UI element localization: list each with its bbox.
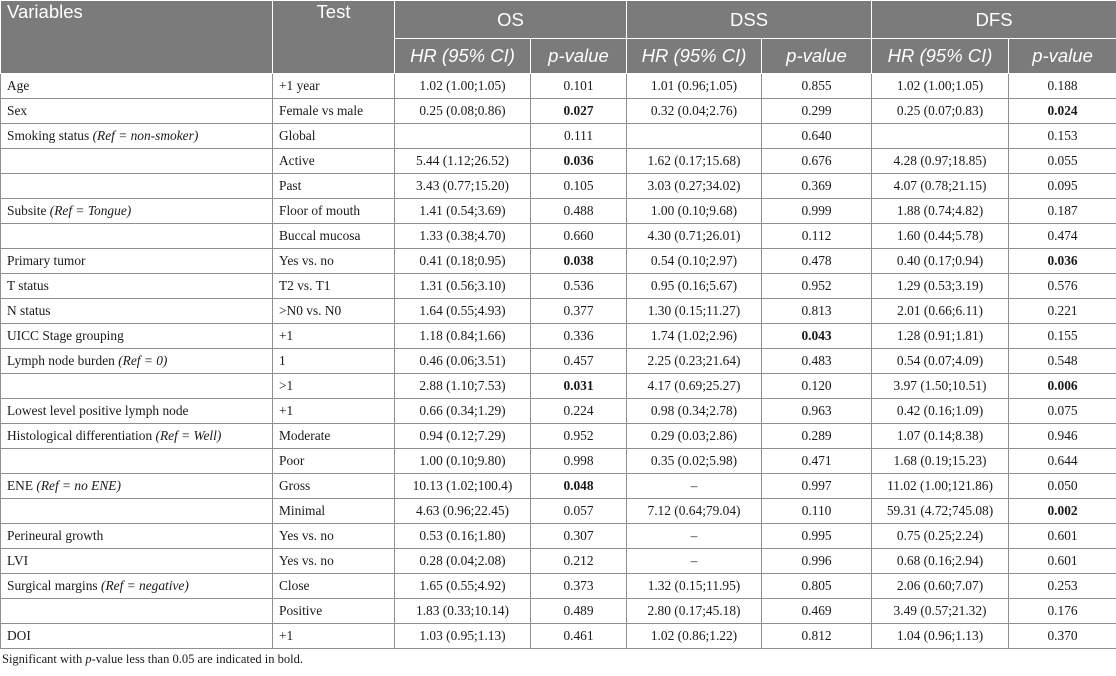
dfs-header: DFS xyxy=(872,1,1116,39)
dss-hr-cell: 0.35 (0.02;5.98) xyxy=(627,449,762,474)
dfs-hr-cell: 1.07 (0.14;8.38) xyxy=(872,424,1009,449)
table-row xyxy=(1,524,1116,549)
variable-cell xyxy=(1,324,273,349)
dss-p-cell: 0.805 xyxy=(762,574,872,599)
os-p-cell: 0.038 xyxy=(531,249,627,274)
dss-hr-cell: 7.12 (0.64;79.04) xyxy=(627,499,762,524)
os-hr-cell: 0.46 (0.06;3.51) xyxy=(395,349,531,374)
footnote-italic: p xyxy=(85,652,92,666)
dfs-hr-cell: 1.68 (0.19;15.23) xyxy=(872,449,1009,474)
dfs-p-cell: 0.946 xyxy=(1009,424,1116,449)
dss-p-cell: 0.483 xyxy=(762,349,872,374)
os-p-cell: 0.461 xyxy=(531,624,627,649)
os-p-cell: 0.377 xyxy=(531,299,627,324)
test-cell: Positive xyxy=(273,599,395,624)
test-cell: >1 xyxy=(273,374,395,399)
variable-label: UICC Stage grouping xyxy=(7,328,124,343)
os-p-cell: 0.660 xyxy=(531,224,627,249)
os-hr-cell: 0.28 (0.04;2.08) xyxy=(395,549,531,574)
dss-p-cell: 0.299 xyxy=(762,99,872,124)
variable-cell xyxy=(1,624,273,649)
table-row xyxy=(1,549,1116,574)
variable-cell xyxy=(1,449,273,474)
os-hr-cell: 10.13 (1.02;100.4) xyxy=(395,474,531,499)
os-p-cell: 0.489 xyxy=(531,599,627,624)
dss-hr-cell: 2.80 (0.17;45.18) xyxy=(627,599,762,624)
table-row xyxy=(1,274,1116,299)
dss-hr-cell: 2.25 (0.23;21.64) xyxy=(627,349,762,374)
dss-hr-cell: 1.32 (0.15;11.95) xyxy=(627,574,762,599)
table-row xyxy=(1,224,1116,249)
dfs-p-cell: 0.187 xyxy=(1009,199,1116,224)
dss-p-cell: 0.369 xyxy=(762,174,872,199)
dss-p-cell: 0.120 xyxy=(762,374,872,399)
dss-hr-cell: 1.01 (0.96;1.05) xyxy=(627,74,762,99)
reference-label: (Ref = no ENE) xyxy=(36,478,121,493)
variable-cell xyxy=(1,124,273,149)
test-cell: Global xyxy=(273,124,395,149)
table-row xyxy=(1,174,1116,199)
variable-label: Sex xyxy=(7,103,28,118)
dfs-hr-header: HR (95% CI) xyxy=(872,39,1009,74)
dss-hr-cell: – xyxy=(627,474,762,499)
dfs-hr-cell: 0.54 (0.07;4.09) xyxy=(872,349,1009,374)
dss-p-cell: 0.478 xyxy=(762,249,872,274)
test-cell: Yes vs. no xyxy=(273,524,395,549)
dss-hr-cell: 1.30 (0.15;11.27) xyxy=(627,299,762,324)
os-p-cell: 0.536 xyxy=(531,274,627,299)
table-row xyxy=(1,624,1116,649)
os-hr-cell: 0.41 (0.18;0.95) xyxy=(395,249,531,274)
dss-p-cell: 0.812 xyxy=(762,624,872,649)
dss-p-cell: 0.997 xyxy=(762,474,872,499)
os-hr-cell: 1.83 (0.33;10.14) xyxy=(395,599,531,624)
os-hr-cell: 1.64 (0.55;4.93) xyxy=(395,299,531,324)
os-hr-cell: 3.43 (0.77;15.20) xyxy=(395,174,531,199)
variable-label: Primary tumor xyxy=(7,253,86,268)
table-row xyxy=(1,474,1116,499)
os-p-cell: 0.952 xyxy=(531,424,627,449)
os-p-cell: 0.057 xyxy=(531,499,627,524)
variable-cell xyxy=(1,524,273,549)
dfs-p-cell: 0.095 xyxy=(1009,174,1116,199)
dss-p-cell: 0.963 xyxy=(762,399,872,424)
dfs-p-cell: 0.036 xyxy=(1009,249,1116,274)
dfs-hr-cell: 4.07 (0.78;21.15) xyxy=(872,174,1009,199)
reference-label: (Ref = non-smoker) xyxy=(92,128,199,143)
variable-label: Lowest level positive lymph node xyxy=(7,403,189,418)
variable-label: Perineural growth xyxy=(7,528,104,543)
test-cell: Poor xyxy=(273,449,395,474)
variable-cell xyxy=(1,599,273,624)
dss-hr-cell: – xyxy=(627,524,762,549)
table-row xyxy=(1,99,1116,124)
dfs-p-cell: 0.576 xyxy=(1009,274,1116,299)
test-cell: Moderate xyxy=(273,424,395,449)
table-row xyxy=(1,74,1116,99)
os-p-cell: 0.105 xyxy=(531,174,627,199)
os-hr-cell: 1.65 (0.55;4.92) xyxy=(395,574,531,599)
dfs-hr-cell: 1.88 (0.74;4.82) xyxy=(872,199,1009,224)
dfs-p-cell: 0.601 xyxy=(1009,524,1116,549)
test-cell: Active xyxy=(273,149,395,174)
table-row xyxy=(1,324,1116,349)
os-p-cell: 0.111 xyxy=(531,124,627,149)
variable-label: T status xyxy=(7,278,49,293)
dfs-hr-cell: 11.02 (1.00;121.86) xyxy=(872,474,1009,499)
variable-label: Histological differentiation xyxy=(7,428,156,443)
dss-p-cell: 0.471 xyxy=(762,449,872,474)
dss-hr-cell: 0.32 (0.04;2.76) xyxy=(627,99,762,124)
dss-hr-cell: 1.00 (0.10;9.68) xyxy=(627,199,762,224)
test-cell: Buccal mucosa xyxy=(273,224,395,249)
dfs-p-cell: 0.006 xyxy=(1009,374,1116,399)
os-hr-cell: 0.94 (0.12;7.29) xyxy=(395,424,531,449)
dss-p-cell: 0.469 xyxy=(762,599,872,624)
os-hr-cell: 1.41 (0.54;3.69) xyxy=(395,199,531,224)
reference-label: (Ref = 0) xyxy=(118,353,168,368)
dss-p-cell: 0.855 xyxy=(762,74,872,99)
reference-label: (Ref = Tongue) xyxy=(49,203,132,218)
table-row xyxy=(1,499,1116,524)
variable-cell xyxy=(1,249,273,274)
variable-cell xyxy=(1,149,273,174)
os-p-header: p-value xyxy=(531,39,627,74)
test-cell: T2 vs. T1 xyxy=(273,274,395,299)
variable-label: Subsite xyxy=(7,203,50,218)
os-p-cell: 0.336 xyxy=(531,324,627,349)
dfs-hr-cell: 4.28 (0.97;18.85) xyxy=(872,149,1009,174)
variable-cell xyxy=(1,574,273,599)
variable-label: N status xyxy=(7,303,51,318)
dfs-p-cell: 0.253 xyxy=(1009,574,1116,599)
variable-cell xyxy=(1,274,273,299)
variable-cell xyxy=(1,374,273,399)
os-p-cell: 0.457 xyxy=(531,349,627,374)
dss-p-cell: 0.043 xyxy=(762,324,872,349)
os-hr-cell: 1.33 (0.38;4.70) xyxy=(395,224,531,249)
os-p-cell: 0.307 xyxy=(531,524,627,549)
os-p-cell: 0.212 xyxy=(531,549,627,574)
dfs-hr-cell: 0.40 (0.17;0.94) xyxy=(872,249,1009,274)
os-hr-cell: 1.18 (0.84;1.66) xyxy=(395,324,531,349)
dfs-p-header: p-value xyxy=(1009,39,1116,74)
table-footnote xyxy=(2,652,303,667)
os-hr-cell: 0.66 (0.34;1.29) xyxy=(395,399,531,424)
variable-cell xyxy=(1,299,273,324)
dfs-hr-cell: 0.68 (0.16;2.94) xyxy=(872,549,1009,574)
dfs-hr-cell: 3.49 (0.57;21.32) xyxy=(872,599,1009,624)
test-cell: Yes vs. no xyxy=(273,549,395,574)
dss-hr-cell: 1.62 (0.17;15.68) xyxy=(627,149,762,174)
dfs-hr-cell: 59.31 (4.72;745.08) xyxy=(872,499,1009,524)
variable-label: Smoking status xyxy=(7,128,93,143)
dss-hr-cell: 0.29 (0.03;2.86) xyxy=(627,424,762,449)
dfs-p-cell: 0.221 xyxy=(1009,299,1116,324)
table-row xyxy=(1,449,1116,474)
dfs-p-cell: 0.548 xyxy=(1009,349,1116,374)
dss-hr-cell: 0.98 (0.34;2.78) xyxy=(627,399,762,424)
os-hr-cell: 5.44 (1.12;26.52) xyxy=(395,149,531,174)
dss-hr-header: HR (95% CI) xyxy=(627,39,762,74)
table-row xyxy=(1,399,1116,424)
os-header: OS xyxy=(395,1,627,39)
dss-hr-cell: 3.03 (0.27;34.02) xyxy=(627,174,762,199)
dfs-p-cell: 0.075 xyxy=(1009,399,1116,424)
dfs-p-cell: 0.155 xyxy=(1009,324,1116,349)
reference-label: (Ref = negative) xyxy=(100,578,189,593)
table-header xyxy=(1,1,1116,74)
os-hr-cell: 1.03 (0.95;1.13) xyxy=(395,624,531,649)
dfs-p-cell: 0.188 xyxy=(1009,74,1116,99)
dss-hr-cell: 4.30 (0.71;26.01) xyxy=(627,224,762,249)
os-hr-cell: 1.31 (0.56;3.10) xyxy=(395,274,531,299)
variable-cell xyxy=(1,199,273,224)
test-cell: +1 xyxy=(273,624,395,649)
os-p-cell: 0.027 xyxy=(531,99,627,124)
os-hr-cell: 4.63 (0.96;22.45) xyxy=(395,499,531,524)
dfs-hr-cell: 1.02 (1.00;1.05) xyxy=(872,74,1009,99)
os-hr-cell: 0.53 (0.16;1.80) xyxy=(395,524,531,549)
dfs-p-cell: 0.644 xyxy=(1009,449,1116,474)
variable-cell xyxy=(1,499,273,524)
variable-cell xyxy=(1,74,273,99)
dfs-p-cell: 0.176 xyxy=(1009,599,1116,624)
os-p-cell: 0.036 xyxy=(531,149,627,174)
variable-cell xyxy=(1,224,273,249)
os-hr-cell: 1.00 (0.10;9.80) xyxy=(395,449,531,474)
variable-cell xyxy=(1,424,273,449)
dfs-p-cell: 0.055 xyxy=(1009,149,1116,174)
dss-hr-cell: 1.74 (1.02;2.96) xyxy=(627,324,762,349)
os-hr-cell xyxy=(395,124,531,149)
variable-label: Surgical margins xyxy=(7,578,101,593)
table-row xyxy=(1,424,1116,449)
dss-p-cell: 0.813 xyxy=(762,299,872,324)
test-cell: Female vs male xyxy=(273,99,395,124)
os-p-cell: 0.373 xyxy=(531,574,627,599)
variable-cell xyxy=(1,174,273,199)
variable-cell xyxy=(1,349,273,374)
dfs-hr-cell: 1.29 (0.53;3.19) xyxy=(872,274,1009,299)
dfs-hr-cell: 2.06 (0.60;7.07) xyxy=(872,574,1009,599)
dss-p-cell: 0.999 xyxy=(762,199,872,224)
dfs-hr-cell: 1.04 (0.96;1.13) xyxy=(872,624,1009,649)
variables-header: Variables xyxy=(1,1,273,74)
variable-cell xyxy=(1,99,273,124)
os-p-cell: 0.998 xyxy=(531,449,627,474)
variable-label: Lymph node burden xyxy=(7,353,119,368)
dss-p-cell: 0.995 xyxy=(762,524,872,549)
table-row xyxy=(1,124,1116,149)
table-row xyxy=(1,574,1116,599)
dss-hr-cell: – xyxy=(627,549,762,574)
dss-hr-cell: 4.17 (0.69;25.27) xyxy=(627,374,762,399)
variable-label: LVI xyxy=(7,553,29,568)
table-row xyxy=(1,349,1116,374)
table-row xyxy=(1,199,1116,224)
os-p-cell: 0.224 xyxy=(531,399,627,424)
test-cell: Minimal xyxy=(273,499,395,524)
dfs-hr-cell: 0.25 (0.07;0.83) xyxy=(872,99,1009,124)
os-hr-header: HR (95% CI) xyxy=(395,39,531,74)
os-hr-cell: 0.25 (0.08;0.86) xyxy=(395,99,531,124)
dfs-p-cell: 0.601 xyxy=(1009,549,1116,574)
variable-cell xyxy=(1,399,273,424)
os-p-cell: 0.488 xyxy=(531,199,627,224)
variable-label: Age xyxy=(7,78,30,93)
dfs-p-cell: 0.474 xyxy=(1009,224,1116,249)
dfs-hr-cell: 1.28 (0.91;1.81) xyxy=(872,324,1009,349)
table-row xyxy=(1,149,1116,174)
table-body xyxy=(1,74,1116,649)
os-hr-cell: 2.88 (1.10;7.53) xyxy=(395,374,531,399)
dfs-p-cell: 0.370 xyxy=(1009,624,1116,649)
variable-label: ENE xyxy=(7,478,37,493)
table-row xyxy=(1,249,1116,274)
dss-p-cell: 0.112 xyxy=(762,224,872,249)
footnote-post: -value less than 0.05 are indicated in bold. xyxy=(91,652,303,666)
variable-cell xyxy=(1,474,273,499)
os-p-cell: 0.048 xyxy=(531,474,627,499)
test-cell: 1 xyxy=(273,349,395,374)
test-cell: Close xyxy=(273,574,395,599)
footnote-pre: Significant with xyxy=(2,652,86,666)
test-cell: +1 xyxy=(273,399,395,424)
test-header: Test xyxy=(273,1,395,74)
dss-hr-cell xyxy=(627,124,762,149)
test-cell: Yes vs. no xyxy=(273,249,395,274)
dss-p-cell: 0.676 xyxy=(762,149,872,174)
table-row xyxy=(1,599,1116,624)
dss-p-cell: 0.640 xyxy=(762,124,872,149)
table-row xyxy=(1,374,1116,399)
dfs-hr-cell xyxy=(872,124,1009,149)
reference-label: (Ref = Well) xyxy=(155,428,222,443)
dss-p-header: p-value xyxy=(762,39,872,74)
test-cell: Past xyxy=(273,174,395,199)
dfs-hr-cell: 0.75 (0.25;2.24) xyxy=(872,524,1009,549)
dss-p-cell: 0.952 xyxy=(762,274,872,299)
test-cell: +1 year xyxy=(273,74,395,99)
variable-cell xyxy=(1,549,273,574)
dfs-hr-cell: 3.97 (1.50;10.51) xyxy=(872,374,1009,399)
os-hr-cell: 1.02 (1.00;1.05) xyxy=(395,74,531,99)
dfs-p-cell: 0.153 xyxy=(1009,124,1116,149)
dss-p-cell: 0.110 xyxy=(762,499,872,524)
dss-hr-cell: 0.95 (0.16;5.67) xyxy=(627,274,762,299)
dfs-hr-cell: 0.42 (0.16;1.09) xyxy=(872,399,1009,424)
dss-p-cell: 0.996 xyxy=(762,549,872,574)
test-cell: +1 xyxy=(273,324,395,349)
os-p-cell: 0.031 xyxy=(531,374,627,399)
test-cell: >N0 vs. N0 xyxy=(273,299,395,324)
os-p-cell: 0.101 xyxy=(531,74,627,99)
dfs-p-cell: 0.024 xyxy=(1009,99,1116,124)
variable-label: DOI xyxy=(7,628,31,643)
dfs-hr-cell: 2.01 (0.66;6.11) xyxy=(872,299,1009,324)
dfs-hr-cell: 1.60 (0.44;5.78) xyxy=(872,224,1009,249)
dfs-p-cell: 0.002 xyxy=(1009,499,1116,524)
dss-p-cell: 0.289 xyxy=(762,424,872,449)
test-cell: Gross xyxy=(273,474,395,499)
dfs-p-cell: 0.050 xyxy=(1009,474,1116,499)
dss-header: DSS xyxy=(627,1,872,39)
test-cell: Floor of mouth xyxy=(273,199,395,224)
dss-hr-cell: 1.02 (0.86;1.22) xyxy=(627,624,762,649)
dss-hr-cell: 0.54 (0.10;2.97) xyxy=(627,249,762,274)
table-row xyxy=(1,299,1116,324)
